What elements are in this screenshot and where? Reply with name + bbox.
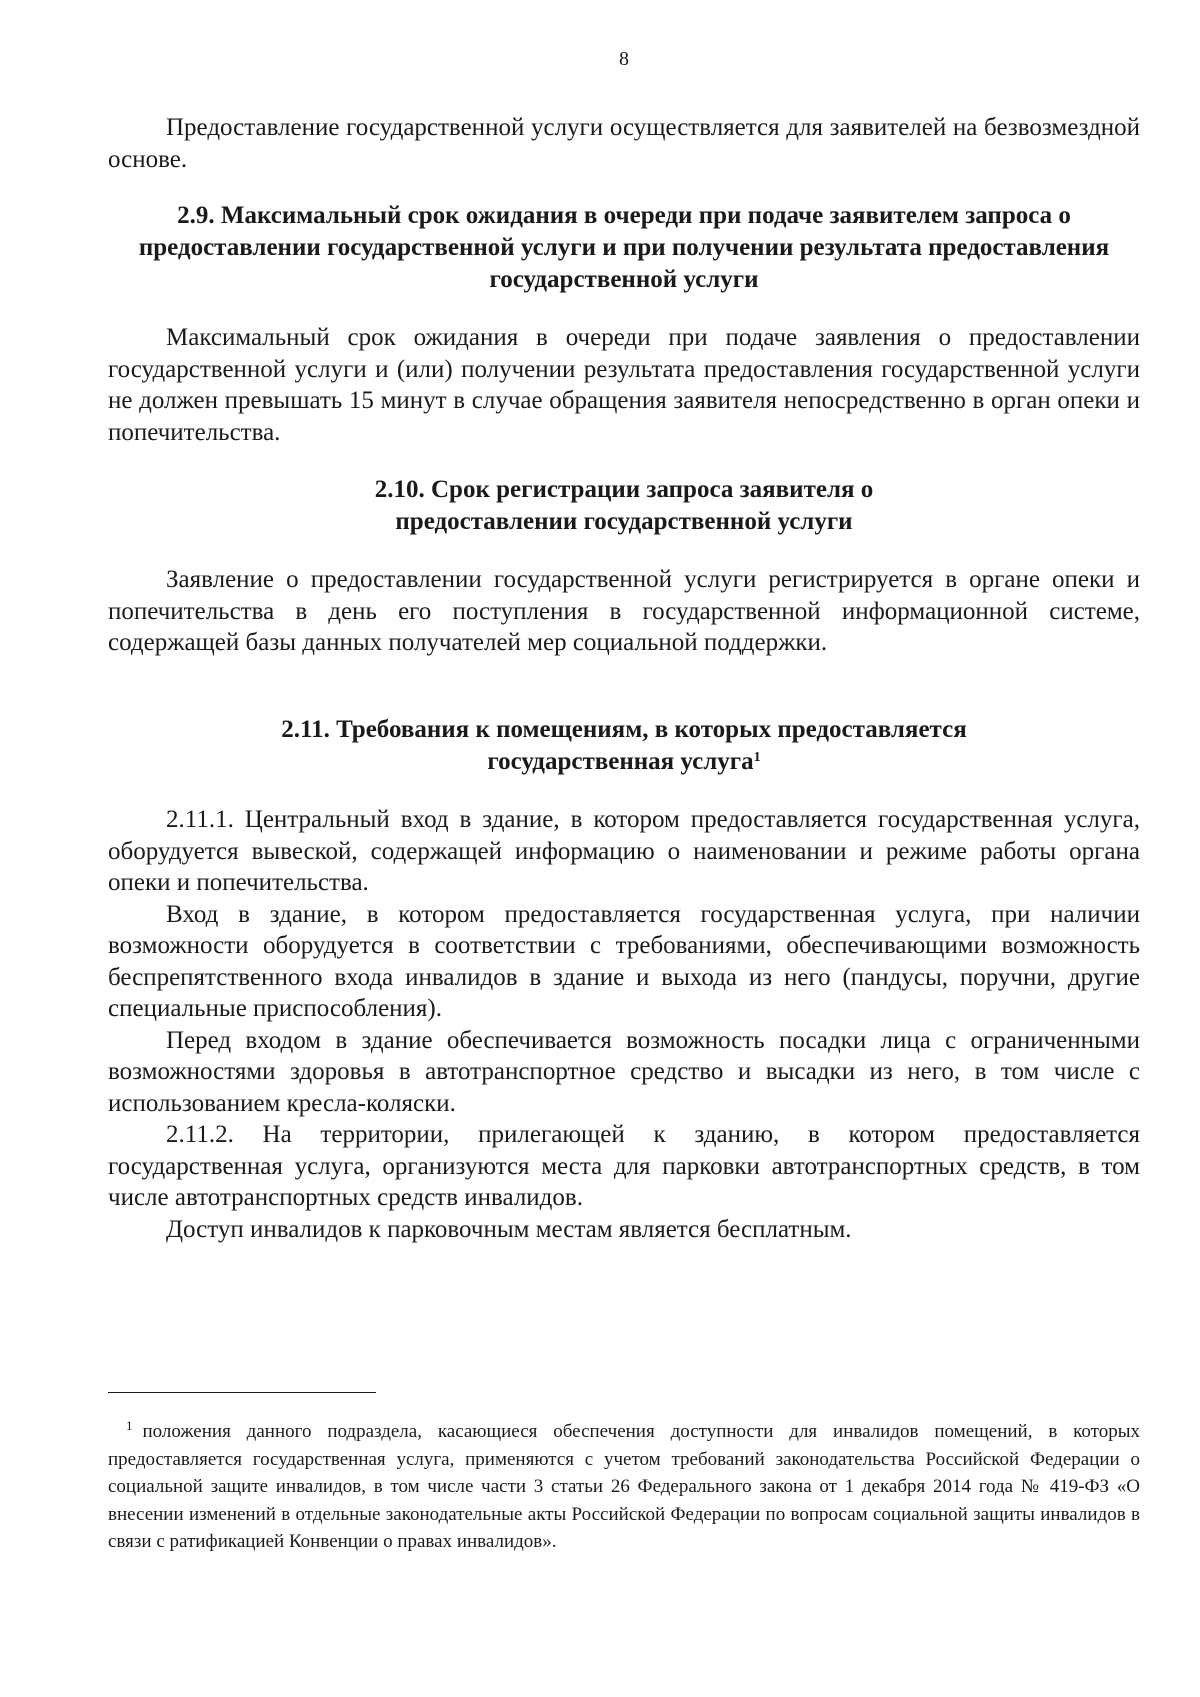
footnote-mark: 1: [126, 1418, 133, 1433]
section-2-11-paragraph: Доступ инвалидов к парковочным местам является бесплатным.: [166, 1215, 852, 1243]
section-2-9-paragraph: Максимальный срок ожидания в очереди при подаче заявления о предоставлении государственной услуги и (или) получении результата предоставления государственной услуги не должен превышать 15 минут в случае обращения заявителя непосредственно в орган опеки и попечительства.: [108, 324, 1140, 446]
section-2-10-heading: 2.10. Срок регистрации запроса заявителя о предоставлении государственной услуги: [374, 476, 874, 535]
footnote-divider: [108, 1392, 376, 1393]
section-2-11-paragraph: Перед входом в здание обеспечивается возможность посадки лица с ограниченными возможностями здоровья в автотранспортное средство и высадки из него, в том числе с использованием кресла-коляски.: [108, 1026, 1140, 1117]
section-2-10-paragraph: Заявление о предоставлении государственной услуги регистрируется в органе опеки и попечительства в день его поступления в государственной информационной системе, содержащей базы данных получателей мер социальной поддержки.: [108, 566, 1140, 656]
footnote-text: положения данного подраздела, касающиеся обеспечения доступности для инвалидов помещений, в которых предоставляется государственная услуга, применяются с учетом требований законодательства Российской Федерации о социальной защите инвалидов, в том числе части 3 статьи 26 Федерального закона от 1 декабря 2014 года № 419-ФЗ «О внесении изменений в отдельные законодательные акты Российской Федерации по вопросам социальной защиты инвалидов в связи с ратификацией Конвенции о правах инвалидов».: [108, 1421, 1140, 1552]
intro-paragraph: Предоставление государственной услуги осуществляется для заявителей на безвозмездной основе.: [108, 114, 1140, 173]
section-2-9-body: [108, 322, 1140, 448]
footnote-reference: 1: [753, 750, 761, 765]
section-2-11-body: [108, 804, 1140, 1245]
section-2-11-paragraph: 2.11.2. На территории, прилегающей к зданию, в котором предоставляется государственная услуга, организуются места для парковки автотранспортных средств, в том числе автотранспортных средств инвалидов.: [108, 1121, 1140, 1211]
section-2-9-heading: 2.9. Максимальный срок ожидания в очереди при подаче заявителем запроса о предоставлении государственной услуги и при получении результата предоставления государственной услуги: [138, 202, 1110, 293]
footnote: [108, 1418, 1140, 1556]
section-2-10-body: [108, 564, 1140, 659]
section-2-11-paragraph: 2.11.1. Центральный вход в здание, в котором предоставляется государственная услуга, оборудуется вывеской, содержащей информацию о наименовании и режиме работы органа опеки и попечительства.: [108, 806, 1140, 896]
section-2-11-heading-text: 2.11. Требования к помещениям, в которых предоставляется государственная услуга: [281, 716, 967, 775]
section-2-11-paragraph: Вход в здание, в котором предоставляется государственная услуга, при наличии возможности оборудуется в соответствии с требованиями, обеспечивающими возможность беспрепятственного входа инвалидов в здание и выхода из него (пандусы, поручни, другие специальные приспособления).: [108, 900, 1140, 1022]
section-2-11-heading: [108, 714, 1140, 778]
page-number: 8: [619, 48, 629, 70]
intro-block: [108, 112, 1140, 175]
